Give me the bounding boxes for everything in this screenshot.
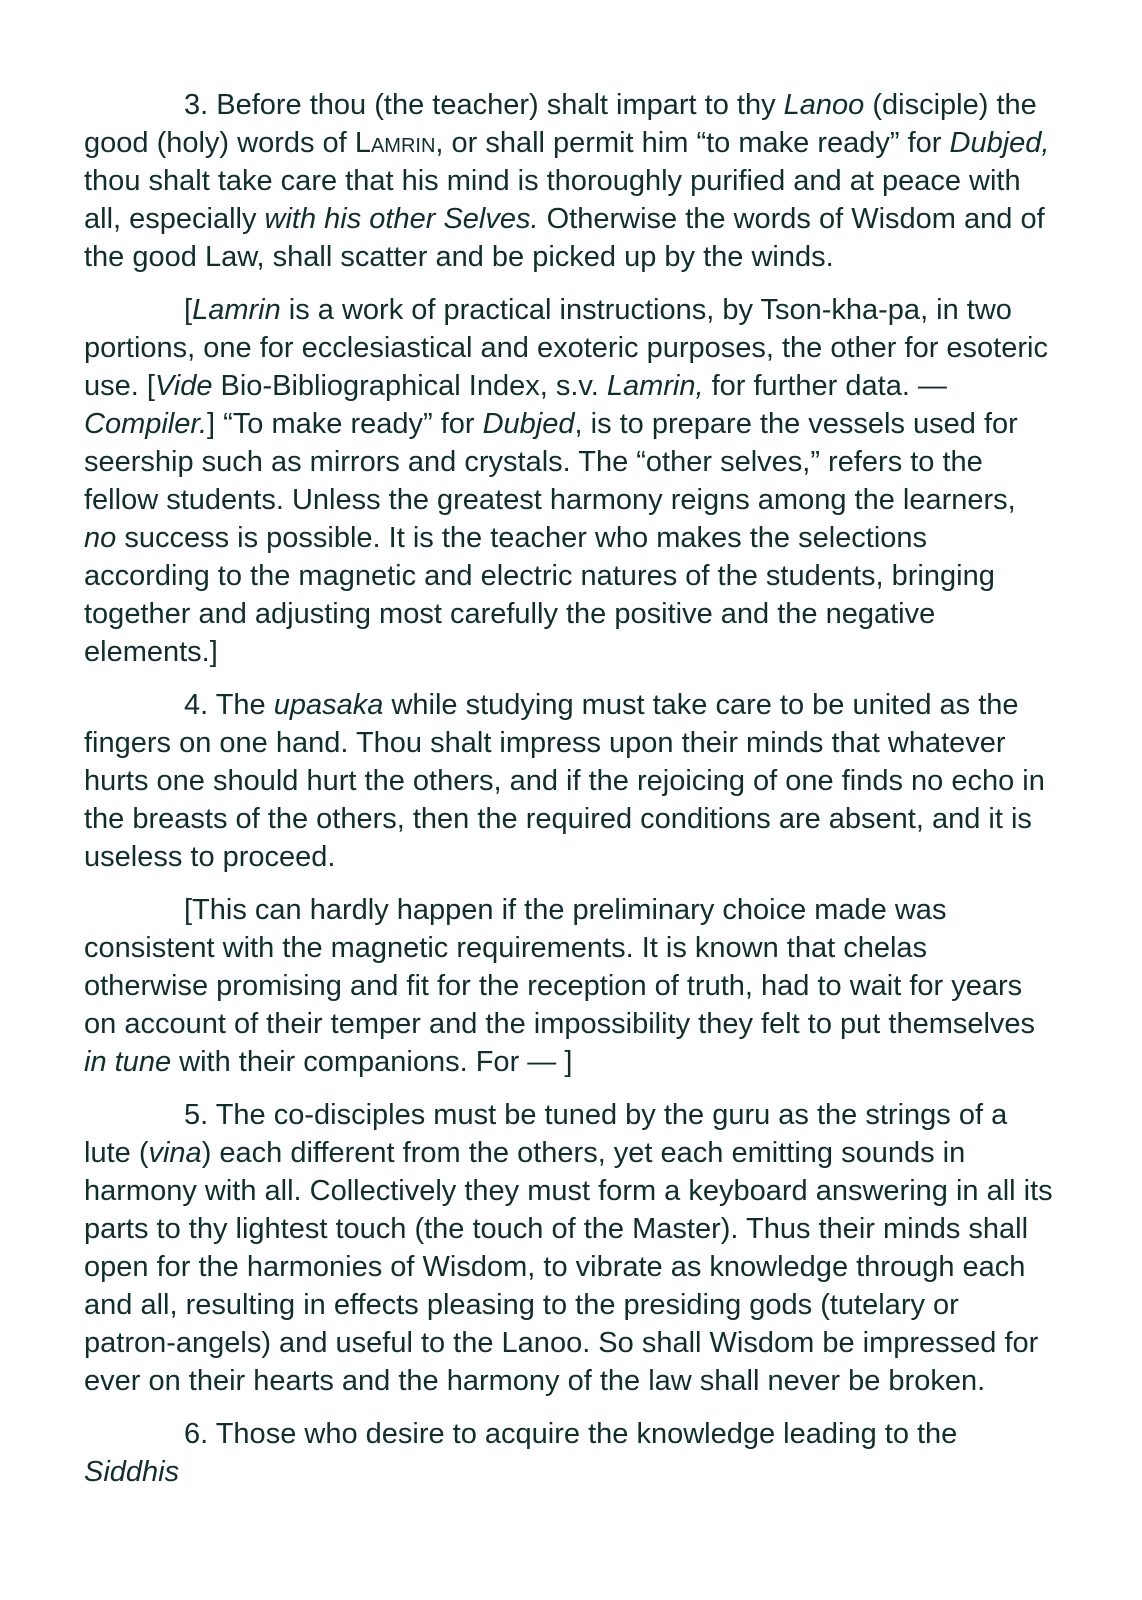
italic-text-run: Lamrin, <box>606 370 704 402</box>
paragraph-verse-6 <box>84 1415 1054 1491</box>
text-run: ] “To make ready” for <box>207 408 483 440</box>
italic-text-run: no <box>84 522 117 554</box>
text-run: , is to prepare the vessels used for seership such as mirrors and crystals. The “other selves,” refers to the fellow students. Unless the greatest harmony reigns among the learners, <box>84 408 1018 516</box>
italic-text-run: Dubjed, <box>949 127 1050 159</box>
italic-text-run: with his other Selves. <box>264 203 539 235</box>
text-run: 5. The co-disciples must be tuned by the guru as the strings of a lute ( <box>84 1099 1008 1169</box>
text-run: 6. Those who desire to acquire the knowledge leading to the <box>184 1418 958 1450</box>
text-run: thou shalt take care that his mind is thoroughly purified and at peace with all, especially <box>84 165 1021 235</box>
paragraph-verse-3 <box>84 86 1054 276</box>
paragraph-verse-4 <box>84 686 1054 876</box>
text-run: with their companions. For — ] <box>171 1046 573 1078</box>
smallcaps-text-run: Lamrin <box>354 127 436 159</box>
text-run: success is possible. It is the teacher who makes the selections according to the magnetic and electric natures of the students, bringing together and adjusting most carefully the positive and the negative elements.] <box>84 522 995 668</box>
italic-text-run: in tune <box>84 1046 172 1078</box>
italic-text-run: vina <box>148 1137 202 1169</box>
text-run: while studying must take care to be united as the fingers on one hand. Thou shalt impress upon their minds that whatever hurts one should hurt the others, and if the rejoicing of one finds no echo in the breasts of the others, then the required conditions are absent, and it is useless to proceed. <box>84 689 1045 873</box>
page-text <box>84 86 1054 1506</box>
italic-text-run: Dubjed <box>482 408 575 440</box>
text-run: Otherwise the words of Wisdom and of the good Law, shall scatter and be picked up by the winds. <box>84 203 1045 273</box>
text-run: is a work of practical instructions, by Tson-kha-pa, in two portions, one for ecclesiastical and exoteric purposes, the other for esoteric use. [ <box>84 294 1048 402</box>
italic-text-run: Lanoo <box>783 89 865 121</box>
italic-text-run: Siddhis <box>84 1456 180 1488</box>
italic-text-run: Vide <box>154 370 213 402</box>
italic-text-run: Compiler. <box>84 408 208 440</box>
italic-text-run: upasaka <box>273 689 384 721</box>
text-run: (disciple) the good (holy) words of <box>84 89 1037 159</box>
paragraph-compiler-note-1 <box>84 291 1054 671</box>
italic-text-run: Lamrin <box>192 294 281 326</box>
text-run: for further data. — <box>703 370 947 402</box>
text-run: 3. Before thou (the teacher) shalt impart to thy <box>184 89 784 121</box>
text-run: ) each different from the others, yet each emitting sounds in harmony with all. Collectively they must form a keyboard answering in all its parts to thy lightest touch (the touch of the Master). Thus their minds shall open for the harmonies of Wisdom, to vibrate as knowledge through each and all, resulting in effects pleasing to the presiding gods (tutelary or patron-angels) and useful to the Lanoo. So shall Wisdom be impressed for ever on their hearts and the harmony of the law shall never be broken. <box>84 1137 1053 1397</box>
text-run: , or shall permit him “to make ready” for <box>435 127 950 159</box>
paragraph-compiler-note-2 <box>84 891 1054 1081</box>
paragraph-verse-5 <box>84 1096 1054 1400</box>
text-run: Bio-Bibliographical Index, s.v. <box>212 370 607 402</box>
text-run: [This can hardly happen if the preliminary choice made was consistent with the magnetic requirements. It is known that chelas otherwise promising and fit for the reception of truth, had to wait for years on account of their temper and the impossibility they felt to put themselves <box>84 894 1036 1040</box>
text-run: [ <box>184 294 193 326</box>
text-run: 4. The <box>184 689 274 721</box>
